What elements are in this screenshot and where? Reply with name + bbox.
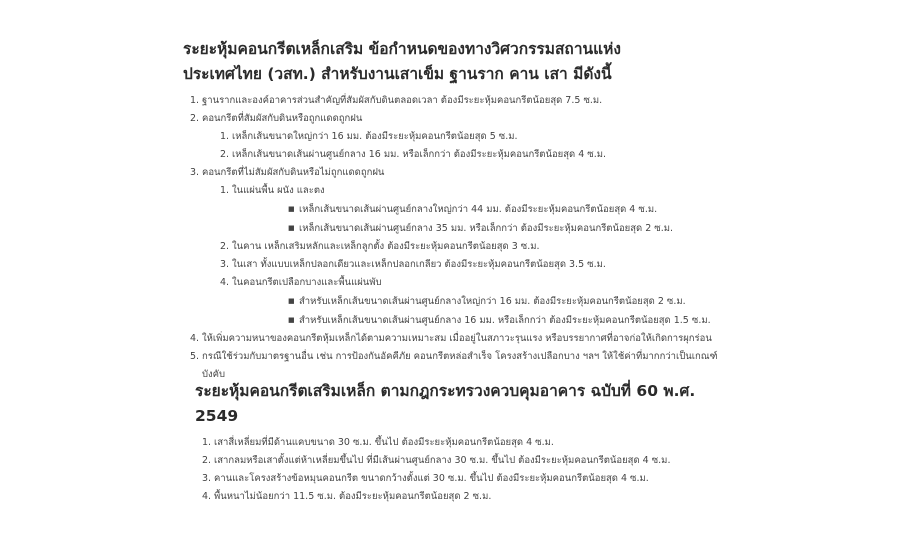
item-text: ในแผ่นพื้น ผนัง และตง [232,185,325,196]
sublist-item [190,128,750,146]
section1-title-line2: ประเทศไทย (วสท.) สำหรับงานเสาเข็ม ฐานราก คาน เสา มีดังนี้ [183,65,612,83]
item-number: 1. [190,95,200,106]
section1-title-line1: ระยะหุ้มคอนกรีตเหล็กเสริม ข้อกำหนดของทางวิศวกรรมสถานแห่ง [183,40,621,58]
section1-title [183,37,743,87]
item-number: 4. [190,333,200,344]
bullet-icon: ■ [288,297,295,305]
bullet-text: เหล็กเส้นขนาดเส้นผ่านศูนย์กลางใหญ่กว่า 44 มม. ต้องมีระยะหุ้มคอนกรีตน้อยสุด 4 ซ.ม. [299,204,658,215]
bullet-item [220,311,750,330]
item-number: 1. [220,185,230,196]
list-item [190,92,750,110]
bullet-list [220,200,750,238]
bullet-item [220,219,750,238]
section2-list [202,434,762,506]
item-number: 2. [190,113,200,124]
section2-title-line2: 2549 [195,407,239,425]
item-number: 3. [220,259,230,270]
item-text: พื้นหนาไม่น้อยกว่า 11.5 ซ.ม. ต้องมีระยะหุ้มคอนกรีตน้อยสุด 2 ซ.ม. [214,491,492,502]
item-text: คอนกรีตที่สัมผัสกับดินหรือถูกแดดถูกฝน [202,113,363,124]
item-number: 2. [202,455,212,466]
item-text-continuation: บังคับ [202,369,226,380]
item-text: ฐานรากและองค์อาคารส่วนสำคัญที่สัมผัสกับดินตลอดเวลา ต้องมีระยะหุ้มคอนกรีตน้อยสุด 7.5 ซ.ม. [202,95,603,106]
section2-title-line1: ระยะหุ้มคอนกรีตเสริมเหล็ก ตามกฎกระทรวงควบคุมอาคาร ฉบับที่ 60 พ.ศ. [195,382,696,400]
sublist-item [190,182,750,238]
sublist-item [190,256,750,274]
item-text: กรณีใช้ร่วมกับมาตรฐานอื่น เช่น การป้องกันอัคคีภัย คอนกรีตหล่อสำเร็จ โครงสร้างเปลือกบาง ฯลฯ ให้ใช้ค่าที่มากกว่าเป็นเกณฑ์ [202,351,718,362]
bullet-text: สำหรับเหล็กเส้นขนาดเส้นผ่านศูนย์กลางใหญ่กว่า 16 มม. ต้องมีระยะหุ้มคอนกรีตน้อยสุด 2 ซ.ม. [299,296,686,307]
sublist-item [190,146,750,164]
sublist [190,128,750,164]
bullet-list [220,292,750,330]
item-number: 5. [190,351,200,362]
item-number: 4. [202,491,212,502]
item-number: 2. [220,241,230,252]
item-text: ในคอนกรีตเปลือกบางและพื้นแผ่นพับ [232,277,382,288]
list-item [190,164,750,330]
item-number: 4. [220,277,230,288]
item-text: เหล็กเส้นขนาดเส้นผ่านศูนย์กลาง 16 มม. หรือเล็กกว่า ต้องมีระยะหุ้มคอนกรีตน้อยสุด 4 ซ.ม. [232,149,607,160]
item-number: 1. [220,131,230,142]
list-item [202,452,762,470]
item-text: ในคาน เหล็กเสริมหลักและเหล็กลูกตั้ง ต้องมีระยะหุ้มคอนกรีตน้อยสุด 3 ซ.ม. [232,241,540,252]
item-text: คานและโครงสร้างข้อหมุนคอนกรีต ขนาดกว้างตั้งแต่ 30 ซ.ม. ขึ้นไป ต้องมีระยะหุ้มคอนกรีตน้อยสุด 4 ซ.ม. [214,473,649,484]
sublist-item [190,238,750,256]
section2-title [195,379,755,429]
item-text: เหล็กเส้นขนาดใหญ่กว่า 16 มม. ต้องมีระยะหุ้มคอนกรีตน้อยสุด 5 ซ.ม. [232,131,518,142]
list-item [190,330,750,348]
item-text: เสากลมหรือเสาตั้งแต่ห้าเหลี่ยมขึ้นไป ที่มีเส้นผ่านศูนย์กลาง 30 ซ.ม. ขึ้นไป ต้องมีระยะหุ้มคอนกรีตน้อยสุด 4 ซ.ม. [214,455,671,466]
item-number: 1. [202,437,212,448]
bullet-icon: ■ [288,224,295,232]
bullet-text: สำหรับเหล็กเส้นขนาดเส้นผ่านศูนย์กลาง 16 มม. หรือเล็กกว่า ต้องมีระยะหุ้มคอนกรีตน้อยสุด 1.5 ซ.ม. [299,315,711,326]
list-item [202,488,762,506]
item-number: 3. [190,167,200,178]
section1-list [190,92,750,384]
item-number: 3. [202,473,212,484]
bullet-icon: ■ [288,205,295,213]
item-text: ในเสา ทั้งแบบเหล็กปลอกเดียวและเหล็กปลอกเกลียว ต้องมีระยะหุ้มคอนกรีตน้อยสุด 3.5 ซ.ม. [232,259,606,270]
sublist-item [190,274,750,330]
item-text: คอนกรีตที่ไม่สัมผัสกับดินหรือไม่ถูกแดดถูกฝน [202,167,385,178]
bullet-icon: ■ [288,316,295,324]
item-text: เสาสี่เหลี่ยมที่มีด้านแคบขนาด 30 ซ.ม. ขึ้นไป ต้องมีระยะหุ้มคอนกรีตน้อยสุด 4 ซ.ม. [214,437,554,448]
sublist [190,182,750,330]
bullet-item [220,292,750,311]
list-item [202,470,762,488]
item-number: 2. [220,149,230,160]
list-item [202,434,762,452]
list-item [190,110,750,164]
item-text: ให้เพิ่มความหนาของคอนกรีตหุ้มเหล็กได้ตามความเหมาะสม เมื่ออยู่ในสภาวะรุนแรง หรือบรรยากาศที่อาจก่อให้เกิดการผุกร่อน [202,333,712,344]
bullet-item [220,200,750,219]
bullet-text: เหล็กเส้นขนาดเส้นผ่านศูนย์กลาง 35 มม. หรือเล็กกว่า ต้องมีระยะหุ้มคอนกรีตน้อยสุด 2 ซ.ม. [299,223,674,234]
